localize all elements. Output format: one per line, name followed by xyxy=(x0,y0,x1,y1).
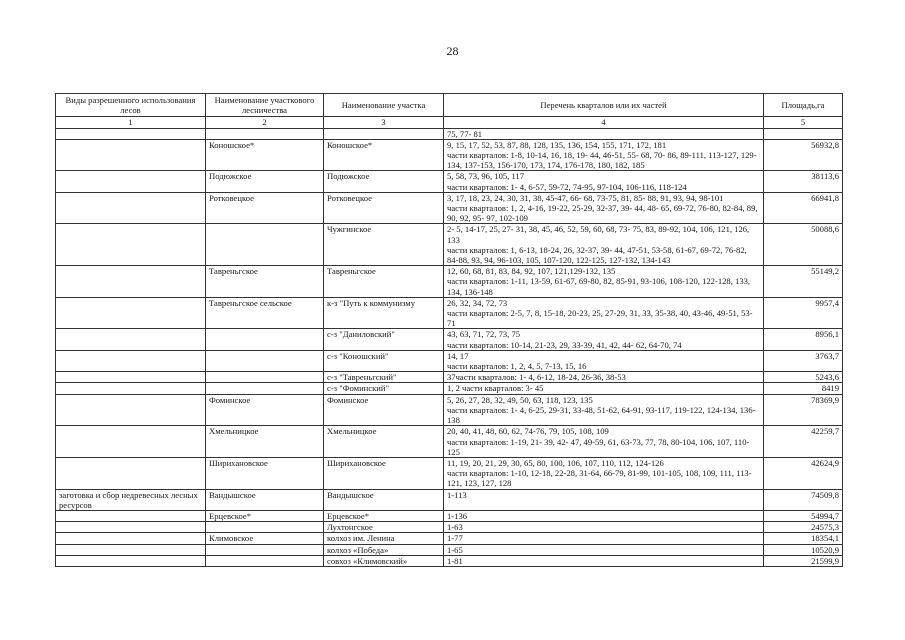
page-number: 28 xyxy=(446,44,459,58)
forestry-cell: Коношское* xyxy=(206,139,324,171)
site-cell: совхоз «Климовский» xyxy=(324,555,444,566)
forestry-cell xyxy=(206,544,324,555)
use-type-cell xyxy=(56,139,206,171)
area-cell: 5243,6 xyxy=(764,372,843,383)
area-cell: 42259,7 xyxy=(764,426,843,458)
forestry-cell xyxy=(206,329,324,350)
quarters-cell xyxy=(444,128,764,139)
quarters-line: 11, 19, 20, 21, 29, 30, 65, 80, 100, 106, 107, 110, 112, 124-126 xyxy=(447,457,664,468)
header-use-type: Виды разрешенного использования лесов xyxy=(56,94,206,117)
quarters-line: части кварталов: 1-11, 13-59, 61-67, 69-80, 82, 85-91, 93-106, 108-120, 122-128, 133, 134, 136-148 xyxy=(447,276,751,297)
forestry-cell: Климовское xyxy=(206,533,324,544)
table-row xyxy=(56,192,843,224)
quarters-cell xyxy=(444,224,764,266)
use-type-cell xyxy=(56,224,206,266)
header-row xyxy=(56,94,843,117)
quarters-line: части кварталов: 1-19, 21- 39, 42- 47, 49-59, 61, 63-73, 77, 78, 80-104, 106, 107, 110- 125 xyxy=(447,436,750,457)
site-cell: колхоз «Победа» xyxy=(324,544,444,555)
table-row xyxy=(56,394,843,426)
table-row xyxy=(56,510,843,521)
forestry-cell xyxy=(206,372,324,383)
table-row xyxy=(56,171,843,192)
quarters-cell xyxy=(444,426,764,458)
forestry-cell: Тавреньгское xyxy=(206,266,324,298)
table-row xyxy=(56,489,843,510)
quarters-line: части кварталов: 1-10, 12-18, 22-28, 31-64, 66-79, 81-99, 101-105, 108, 109, 111, 113-121, 123, 127, 128 xyxy=(447,468,752,489)
quarters-line: части кварталов: 10-14, 21-23, 29, 33-39, 41, 42, 44- 62, 64-70, 74 xyxy=(447,339,682,350)
use-type-cell xyxy=(56,128,206,139)
use-type-cell xyxy=(56,533,206,544)
area-cell: 56932,8 xyxy=(764,139,843,171)
quarters-cell xyxy=(444,544,764,555)
column-number: 5 xyxy=(764,117,843,128)
quarters-line: 2- 5, 14-17, 25, 27- 31, 38, 45, 46, 52, 59, 60, 68, 73- 75, 83, 89-92, 104, 106, 121, 126, 133 xyxy=(447,224,750,245)
area-cell: 74509,8 xyxy=(764,489,843,510)
use-type-cell xyxy=(56,522,206,533)
use-type-cell: заготовка и сбор недревесных лесных ресурсов xyxy=(56,489,206,510)
column-number: 4 xyxy=(444,117,764,128)
quarters-cell xyxy=(444,383,764,394)
quarters-line: 12, 60, 68, 81, 83, 84, 92, 107, 121,129-132, 135 xyxy=(447,266,616,277)
quarters-cell xyxy=(444,533,764,544)
column-number: 1 xyxy=(56,117,206,128)
area-cell: 3763,7 xyxy=(764,350,843,371)
quarters-table xyxy=(55,93,843,567)
site-cell: Тавреньгское xyxy=(324,266,444,298)
quarters-cell xyxy=(444,350,764,371)
area-cell: 18354,1 xyxy=(764,533,843,544)
quarters-cell xyxy=(444,555,764,566)
area-cell: 8956,1 xyxy=(764,329,843,350)
quarters-line: 1-81 xyxy=(447,555,463,566)
table-row xyxy=(56,426,843,458)
site-cell: Фоминское xyxy=(324,394,444,426)
use-type-cell xyxy=(56,329,206,350)
site-cell: к-з "Путь к коммунизму xyxy=(324,297,444,329)
quarters-line: части кварталов: 1, 2, 4, 5, 7-13, 15, 16 xyxy=(447,361,587,372)
table-row xyxy=(56,139,843,171)
table-row xyxy=(56,533,843,544)
area-cell: 55149,2 xyxy=(764,266,843,298)
area-cell: 8419 xyxy=(764,383,843,394)
table-row xyxy=(56,128,843,139)
forestry-cell: Фоминское xyxy=(206,394,324,426)
quarters-cell xyxy=(444,372,764,383)
quarters-line: 1, 2 части кварталов: 3- 45 xyxy=(447,383,544,394)
table-body xyxy=(56,128,843,566)
header-site: Наименование участка xyxy=(324,94,444,117)
use-type-cell xyxy=(56,457,206,489)
quarters-cell xyxy=(444,297,764,329)
quarters-line: части кварталов: 1- 4, 6-25, 29-31, 33-48, 51-62, 64-91, 93-117, 119-122, 124-134, 136-138 xyxy=(447,404,756,426)
site-cell: Хмельницкое xyxy=(324,426,444,458)
table-row xyxy=(56,297,843,329)
quarters-cell xyxy=(444,139,764,171)
area-cell: 78369,9 xyxy=(764,394,843,426)
use-type-cell xyxy=(56,372,206,383)
site-cell: Коношское* xyxy=(324,139,444,171)
forestry-cell: Ширихановское xyxy=(206,457,324,489)
area-cell: 66941,8 xyxy=(764,192,843,224)
quarters-line: части кварталов: 1, 6-13, 18-24, 26, 32-37, 39- 44, 47-51, 53-58, 61-67, 69-72, 76-82, 84-88, 93, 94, 96-103, 105, 107-120, 122-125, 127-132, 134-143 xyxy=(447,244,747,266)
quarters-cell xyxy=(444,171,764,192)
quarters-line: 75, 77- 81 xyxy=(447,128,483,139)
column-number: 2 xyxy=(206,117,324,128)
header-quarters: Перечень кварталов или их частей xyxy=(444,94,764,117)
table-row xyxy=(56,522,843,533)
quarters-cell xyxy=(444,329,764,350)
forestry-cell xyxy=(206,350,324,371)
forestry-cell: Тавреньгское сельское xyxy=(206,297,324,329)
site-cell xyxy=(324,128,444,139)
quarters-line: 5, 58, 73, 96, 105, 117 xyxy=(447,171,525,182)
quarters-line: 26, 32, 34, 72, 73 xyxy=(447,297,508,308)
forestry-cell: Подюжское xyxy=(206,171,324,192)
site-cell: Чужгинское xyxy=(324,224,444,266)
quarters-line: части кварталов: 1-8, 10-14, 16, 18, 19- 44, 46-51, 55- 68, 70- 86, 89-111, 113-127, 129-134, 137-153, 156-170, 173, 174, 176-178, 180, 182, 185 xyxy=(447,150,757,171)
quarters-line: 43, 63, 71, 72, 73, 75 xyxy=(447,329,521,340)
forestry-cell: Вандышское xyxy=(206,489,324,510)
table-row xyxy=(56,544,843,555)
table-row xyxy=(56,266,843,298)
area-cell xyxy=(764,128,843,139)
site-cell: с-з "Даниловский" xyxy=(324,329,444,350)
area-cell: 10520,9 xyxy=(764,544,843,555)
table-row xyxy=(56,383,843,394)
area-cell: 50088,6 xyxy=(764,224,843,266)
site-cell: Подюжское xyxy=(324,171,444,192)
quarters-line: 1-113 xyxy=(447,489,467,500)
table-row xyxy=(56,224,843,266)
area-cell: 9957,4 xyxy=(764,297,843,329)
area-cell: 42624,9 xyxy=(764,457,843,489)
site-cell: Ширихановское xyxy=(324,457,444,489)
table-row xyxy=(56,555,843,566)
table-row xyxy=(56,372,843,383)
area-cell: 54994,7 xyxy=(764,510,843,521)
forestry-cell xyxy=(206,383,324,394)
quarters-line: части кварталов: 2-5, 7, 8, 15-18, 20-23, 25, 27-29, 31, 33, 35-38, 40, 43-46, 49-51, 53- 71 xyxy=(447,308,753,329)
quarters-line: 20, 40, 41, 48, 60, 62, 74-76, 79, 105, 108, 109 xyxy=(447,426,609,437)
site-cell: Вандышское xyxy=(324,489,444,510)
quarters-line: 1-77 xyxy=(447,533,463,544)
quarters-line: 3, 17, 18, 23, 24, 30, 31, 38, 45-47, 66- 68, 73-75, 81, 85- 88, 91, 93, 94, 98-101 xyxy=(447,192,724,203)
site-cell: колхоз им. Ленина xyxy=(324,533,444,544)
use-type-cell xyxy=(56,266,206,298)
table-row xyxy=(56,457,843,489)
quarters-line: 14, 17 xyxy=(447,350,469,361)
use-type-cell xyxy=(56,171,206,192)
use-type-cell xyxy=(56,394,206,426)
use-type-cell xyxy=(56,510,206,521)
table-row xyxy=(56,350,843,371)
table-row xyxy=(56,329,843,350)
area-cell: 38113,6 xyxy=(764,171,843,192)
forestry-cell: Ротковецкое xyxy=(206,192,324,224)
site-cell: с-з "Фоминский" xyxy=(324,383,444,394)
forestry-cell xyxy=(206,522,324,533)
use-type-cell xyxy=(56,555,206,566)
forestry-cell xyxy=(206,555,324,566)
header-area: Площадь,га xyxy=(764,94,843,117)
quarters-line: части кварталов: 1, 2, 4-16, 19-22, 25-29, 32-37, 39- 44, 48- 65, 69-72, 76-80, 82-84, 89, 90, 92, 95- 97, 102-109 xyxy=(447,203,758,224)
site-cell: с-з "Коношский" xyxy=(324,350,444,371)
site-cell: Лухтонгское xyxy=(324,522,444,533)
site-cell: Ротковецкое xyxy=(324,192,444,224)
column-number: 3 xyxy=(324,117,444,128)
use-type-cell xyxy=(56,297,206,329)
quarters-cell xyxy=(444,192,764,224)
use-type-cell xyxy=(56,544,206,555)
header-forestry: Наименование участкового лесничества xyxy=(206,94,324,117)
area-cell: 24575,3 xyxy=(764,522,843,533)
quarters-cell xyxy=(444,394,764,426)
use-type-cell xyxy=(56,192,206,224)
site-cell: Ерцевское* xyxy=(324,510,444,521)
forestry-cell xyxy=(206,224,324,266)
quarters-line: части кварталов: 1- 4, 6-57, 59-72, 74-95, 97-104, 106-116, 118-124 xyxy=(447,181,687,192)
quarters-cell xyxy=(444,457,764,489)
site-cell: с-з "Тавреньгский" xyxy=(324,372,444,383)
quarters-line: 1-65 xyxy=(447,544,463,555)
forestry-cell: Ерцевское* xyxy=(206,510,324,521)
quarters-cell xyxy=(444,522,764,533)
quarters-line: 37части кварталов: 1- 4, 6-12, 18-24, 26-36, 38-53 xyxy=(447,372,626,383)
use-type-cell xyxy=(56,350,206,371)
quarters-line: 1-136 xyxy=(447,510,468,521)
quarters-line: 5, 26, 27, 28, 32, 49, 50, 63, 118, 123, 135 xyxy=(447,394,593,405)
quarters-cell xyxy=(444,510,764,521)
quarters-cell xyxy=(444,489,764,510)
forestry-cell: Хмельницкое xyxy=(206,426,324,458)
use-type-cell xyxy=(56,426,206,458)
quarters-line: 9, 15, 17, 52, 53, 87, 88, 128, 135, 136, 154, 155, 171, 172, 181 xyxy=(447,139,667,150)
use-type-cell xyxy=(56,383,206,394)
quarters-cell xyxy=(444,266,764,298)
column-number-row xyxy=(56,117,843,128)
area-cell: 21599,9 xyxy=(764,555,843,566)
quarters-line: 1-63 xyxy=(447,522,463,533)
forestry-cell xyxy=(206,128,324,139)
